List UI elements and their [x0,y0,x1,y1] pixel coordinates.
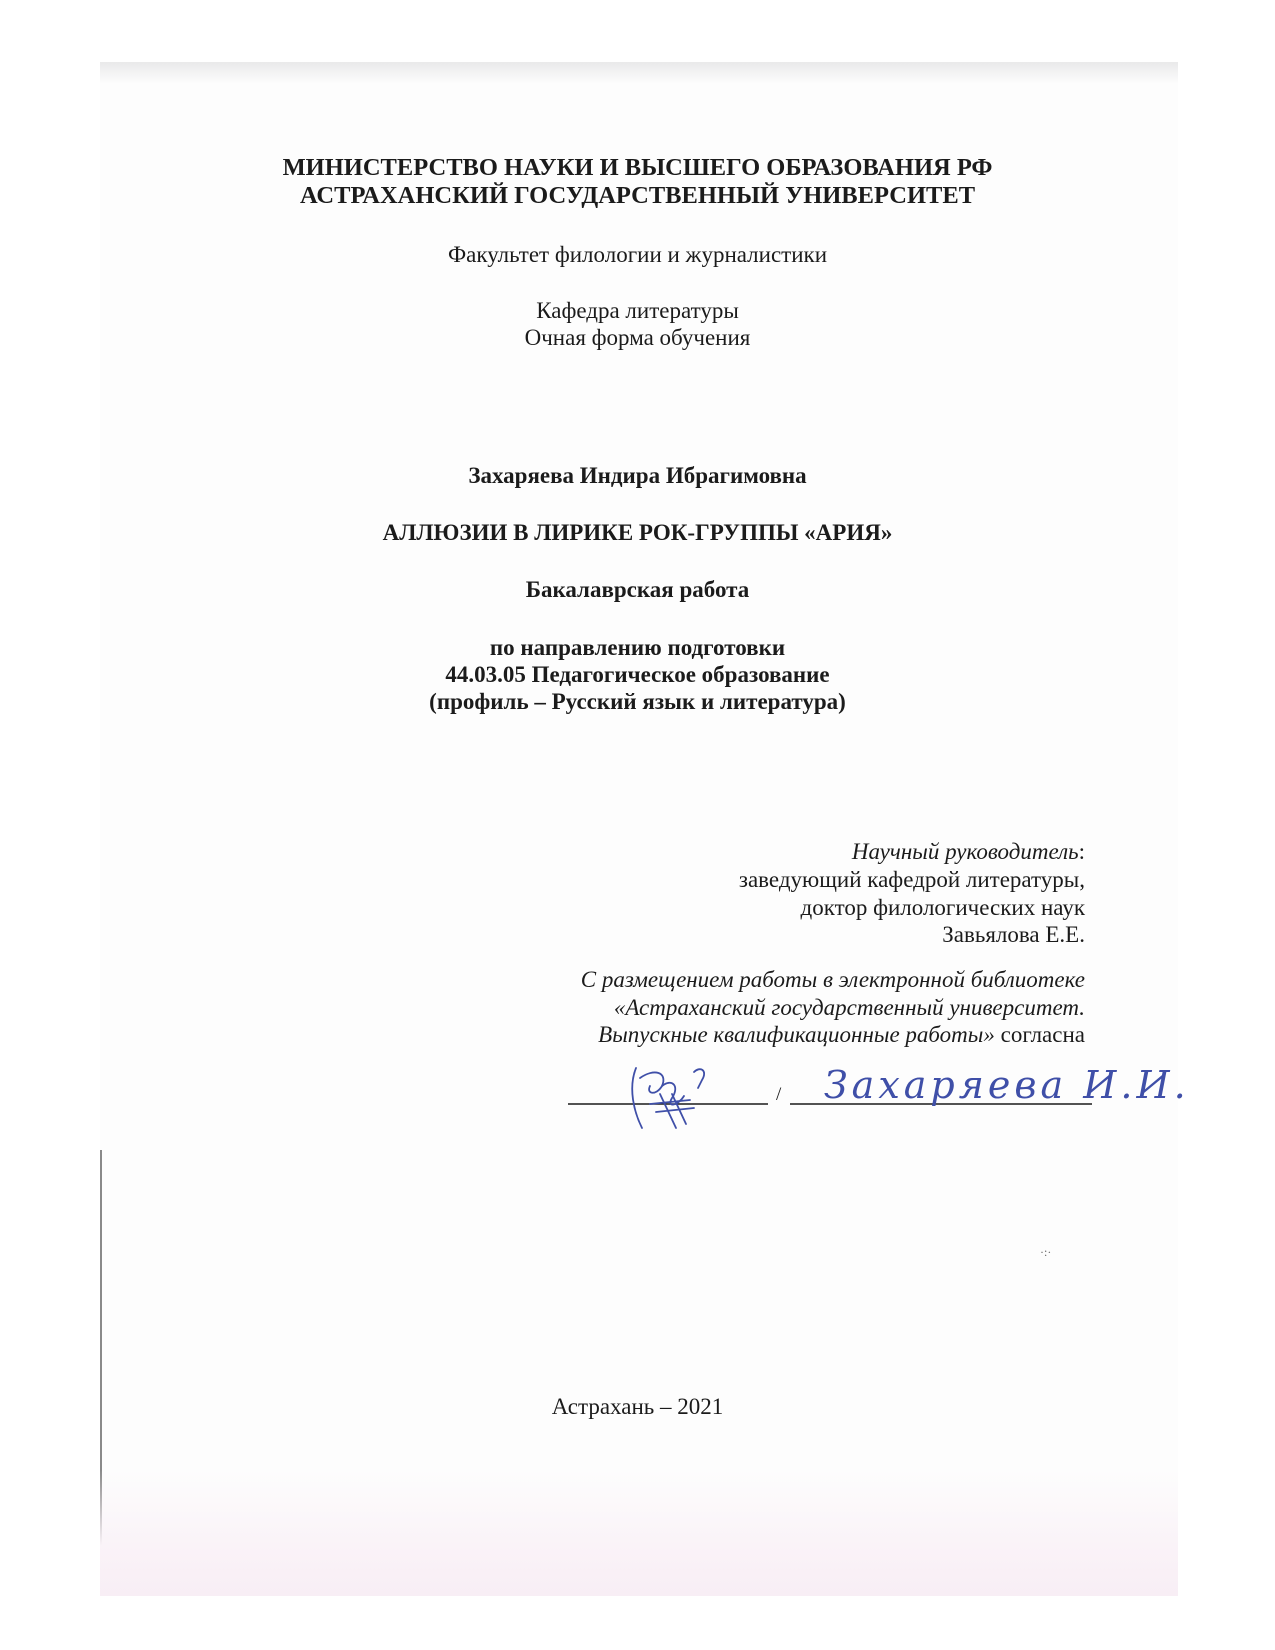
profile: (профиль – Русский язык и литература) [429,689,846,714]
author-name: Захаряева Индира Ибрагимовна [468,463,807,488]
document-page [100,62,1178,1596]
supervisor-label: Научный руководитель [851,839,1079,864]
svg-text:Захаряева И.И.: Захаряева И.И. [824,1063,1190,1107]
page-bottom-tint [100,1470,1178,1596]
thesis-title: АЛЛЮЗИИ В ЛИРИКЕ РОК-ГРУППЫ «АРИЯ» [382,520,893,545]
consent-line-3-regular: согласна [994,1022,1085,1047]
supervisor-degree: доктор филологических наук [800,895,1085,920]
city-year: Астрахань – 2021 [551,1394,724,1419]
page-top-shadow [100,62,1178,84]
faculty-name: Факультет филологии и журналистики [447,242,828,267]
consent-line-3 [598,1021,1085,1049]
consent-line-1: С размещением работы в электронной библиотеке [580,967,1085,992]
consent-line-3-italic: Выпускные квалификационные работы» [598,1022,995,1047]
direction-code: 44.03.05 Педагогическое образование [445,662,830,687]
university-name: АСТРАХАНСКИЙ ГОСУДАРСТВЕННЫЙ УНИВЕРСИТЕТ [299,182,976,209]
ministry-name: МИНИСТЕРСТВО НАУКИ И ВЫСШЕГО ОБРАЗОВАНИЯ РФ [282,154,993,181]
department-name: Кафедра литературы [536,298,739,323]
supervisor-label-colon: : [1078,839,1085,864]
consent-line-2: «Астраханский государственный университет. [613,995,1085,1020]
supervisor-name: Завьялова Е.Е. [942,922,1085,947]
supervisor-position: заведующий кафедрой литературы, [738,867,1085,892]
study-form: Очная форма обучения [524,325,751,350]
direction-label: по направлению подготовки [489,635,786,660]
scan-speck: ·:· [1040,1245,1052,1259]
signature-separator: / [776,1084,782,1105]
work-type: Бакалаврская работа [525,577,750,602]
supervisor-label-line [852,838,1085,866]
